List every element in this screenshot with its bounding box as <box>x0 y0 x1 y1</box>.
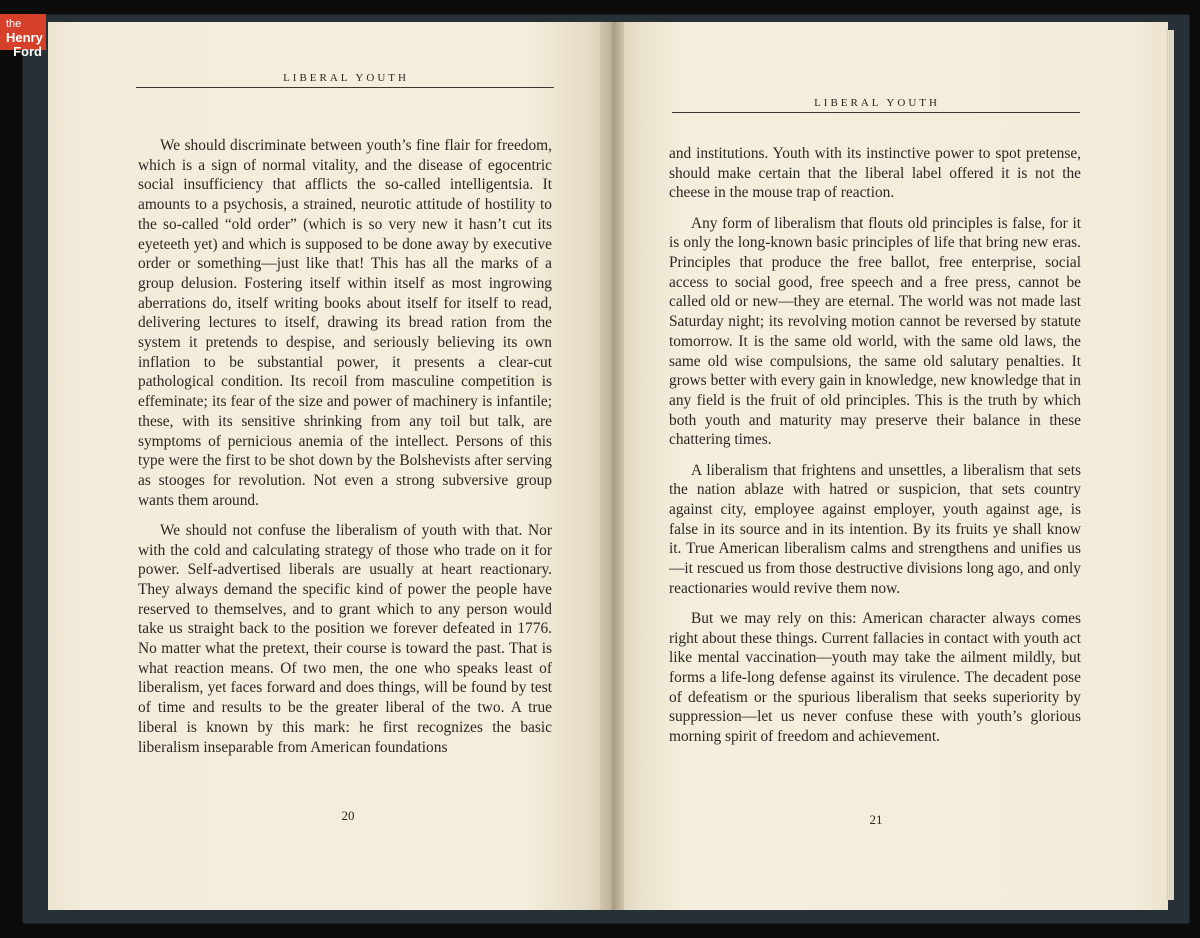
left-page-number: 20 <box>341 808 355 823</box>
right-head-rule <box>672 112 1080 113</box>
right-paragraph-4: But we may rely on this: American character always comes right about these things. Current fallacies in contact with youth act like mental vaccination—youth may take the ailment mildly, but forms a life-long defense against its virulence. The decadent pose of defeatism or the spurious liberalism that seeks superiority by suppression—let us never confuse these with youth’s glorious morning spirit of freedom and achievement. <box>669 609 1081 746</box>
right-paragraph-1: and institutions. Youth with its instinctive power to spot pretense, should make certain that the liberal label offered it is not the cheese in the mouse trap of reaction. <box>669 145 1081 202</box>
logo-line-the: the <box>6 18 22 30</box>
left-paragraph-2: We should not confuse the liberalism of youth with that. Nor with the cold and calculating strategy of those who trade on it for power. Self-advertised liberals are usually at heart reactionary. They always demand the specific kind of power the people have reserved to themselves, and to grant which to any person would take us straight back to the position we forever defeated in 1776. No matter what the pretext, their course is toward the past. That is what reaction means. Of two men, the one who speaks least of liberalism, yet faces forward and does things, will be found by test of time and results to be the greater liberal of the two. A true liberal is known by this mark: he first recognizes the basic liberalism inseparable from American foundations <box>138 521 552 756</box>
right-page-number: 21 <box>869 812 883 827</box>
henry-ford-logo <box>0 14 46 59</box>
logo-line-ford: Ford <box>13 44 42 59</box>
right-body-text <box>669 144 1081 747</box>
left-body-text <box>138 136 552 757</box>
right-paragraph-2: Any form of liberalism that flouts old principles is false, for it is only the long-known basic principles of life that bring new eras. Principles that produce the free ballot, free enterprise, social access to social good, free speech and a free press, cannot be called old or new—they are eternal. The world was not made last Saturday night; its revolving motion cannot be reversed by statute tomorrow. It is the same old world, with the same old laws, the same old wise compulsions, the same old salutary penalties. It grows better with every gain in knowledge, new knowledge that in any field is the fruit of old principles. This is the truth by which both youth and maturity may preserve their balance in these chattering times. <box>669 214 1081 449</box>
left-paragraph-1: We should discriminate between youth’s fine flair for freedom, which is a sign of normal vitality, and the disease of egocentric social insufficiency that afflicts the so-called intelligentsia. It amounts to a psychosis, a strained, neurotic attitude of hostility to the so-called “old order” (which is so very new it hasn’t cut its eyeteeth yet) and which is supposed to be done away by executive order or something—just like that! This has all the marks of a group delusion. Fostering itself within itself as most ingrowing aberrations do, itself writing books about itself for itself to read, delivering lectures to itself, drawing its bread ration from the system it pretends to despise, and seriously believing its own inflation to be substantial power, it presents a clear-cut pathological condition. Its recoil from masculine competition is effeminate; its fear of the size and power of machinery is infantile; these, with its sensitive shrinking from any toil but talk, are symptoms of pernicious anemia of the intellect. Persons of this type were the first to be shot down by the Bolshevists after serving as stooges for revolution. Not even a strong subversive group wants them around. <box>138 137 552 509</box>
left-running-head: LIBERAL YOUTH <box>283 72 409 84</box>
right-paragraph-3: A liberalism that frightens and unsettles, a liberalism that sets the nation ablaze with hatred or suspicion, that sets country against city, employee against employer, youth against age, is false in its source and in its intention. By its fruits ye shall know it. True American liberalism calms and strengthens and unifies us—it rescued us from those destructive divisions long ago, and only reactionaries would revive them now. <box>669 461 1081 597</box>
logo-line-henry: Henry <box>6 30 43 45</box>
left-head-rule <box>136 87 554 88</box>
page-edges <box>1166 30 1174 900</box>
book-gutter <box>600 22 624 910</box>
right-running-head: LIBERAL YOUTH <box>814 97 940 109</box>
